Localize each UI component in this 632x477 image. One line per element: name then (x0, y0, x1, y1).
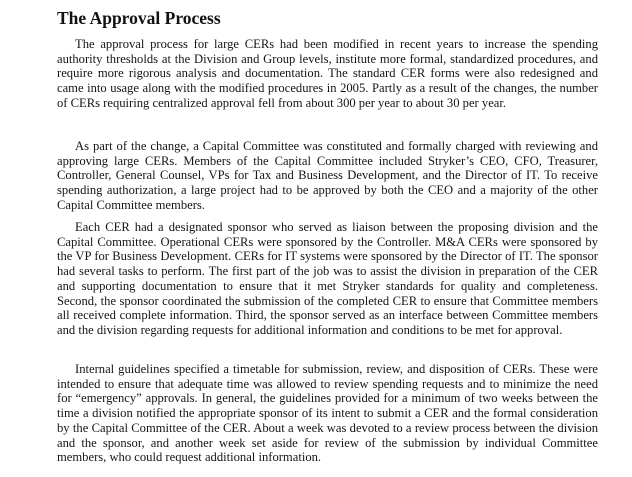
section-heading: The Approval Process (57, 8, 221, 28)
paragraph-approval-process-changes: The approval process for large CERs had been modified in recent years to increase the spending authority thresholds at the Division and Group levels, institute more formal, standardized procedures, and require more rigorous analysis and documentation. The standard CER forms were also redesigned and came into usage along with the modified procedures in 2005. Partly as a result of the changes, the number of CERs requiring centralized approval fell from about 300 per year to about 30 per year. (57, 37, 598, 110)
paragraph-internal-guidelines: Internal guidelines specified a timetable for submission, review, and disposition of CERs. These were intended to ensure that adequate time was allowed to review spending requests and to minimize the need for “emergency” approvals. In general, the guidelines provided for a minimum of two weeks between the time a division notified the appropriate sponsor of its intent to submit a CER and the formal consideration by the Capital Committee of the CER. About a week was devoted to a review process between the division and the sponsor, and another week set aside for review of the submission by individual Committee members, who could request additional information. (57, 362, 598, 465)
paragraph-cer-sponsor: Each CER had a designated sponsor who served as liaison between the proposing division and the Capital Committee. Operational CERs were sponsored by the Controller. M&A CERs were sponsored by the VP for Business Development. CERs for IT systems were sponsored by the Director of IT. The sponsor had several tasks to perform. The first part of the job was to assist the division in preparation of the CER and supporting documentation to ensure that it met Stryker standards for quality and completeness. Second, the sponsor coordinated the submission of the completed CER to ensure that Committee members all received complete information. Third, the sponsor served as an interface between Committee members and the division regarding requests for additional information and conditions to be met for approval. (57, 220, 598, 337)
paragraph-capital-committee: As part of the change, a Capital Committee was constituted and formally charged with reviewing and approving large CERs. Members of the Capital Committee included Stryker’s CEO, CFO, Treasurer, Controller, General Counsel, VPs for Tax and Business Development, and the Director of IT. To receive spending authorization, a large project had to be approved by both the CEO and a majority of the other Capital Committee members. (57, 139, 598, 212)
